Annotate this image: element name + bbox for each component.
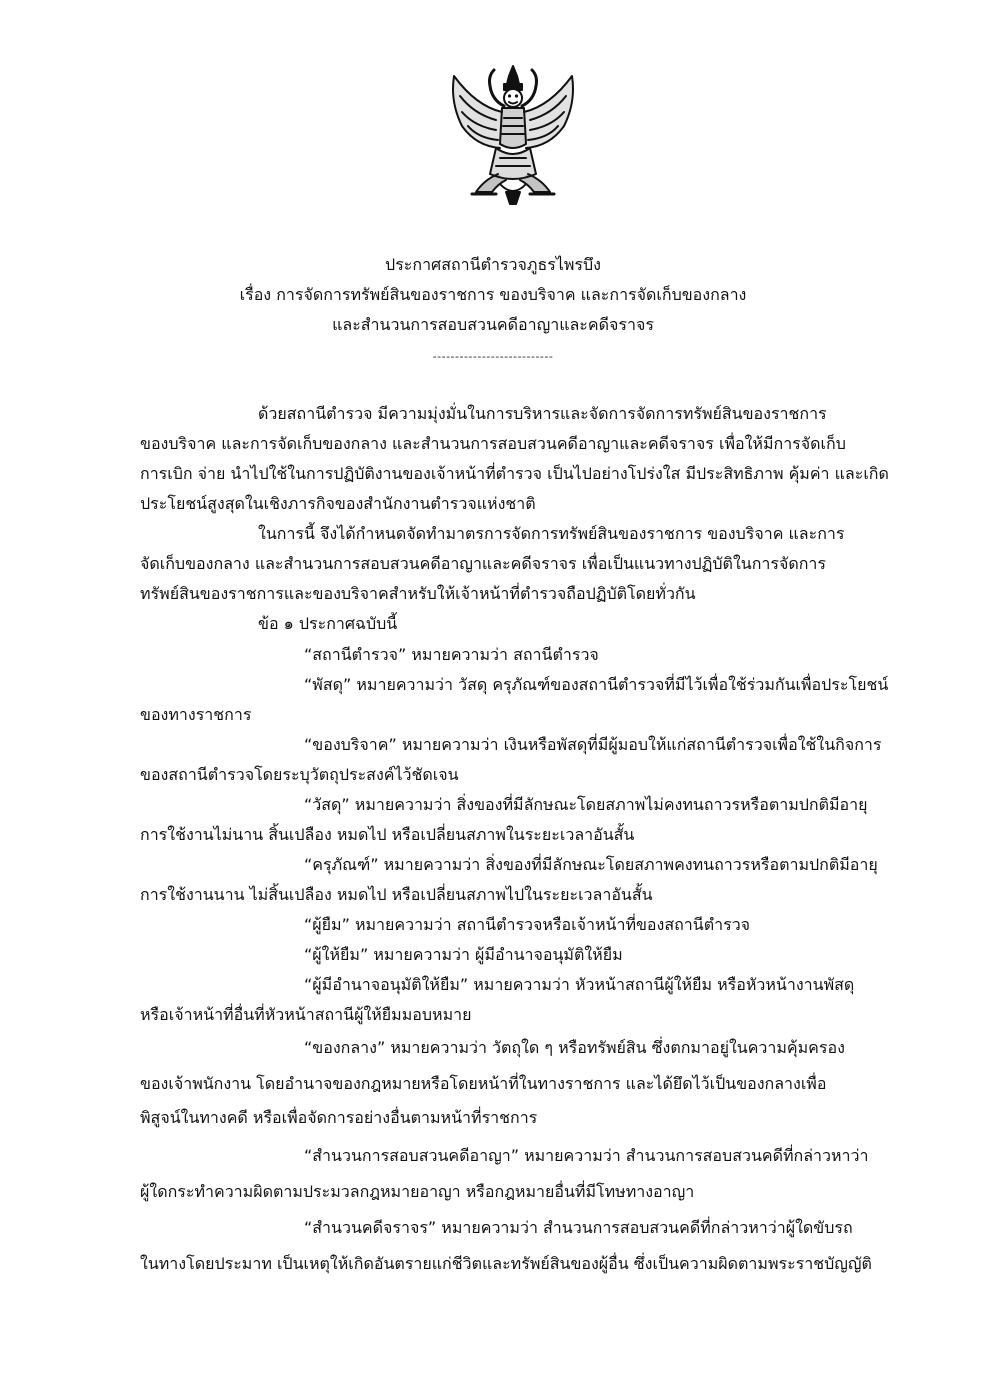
clause-heading: ข้อ ๑ ประกาศฉบับนี้ xyxy=(258,614,398,633)
body-line: การเบิก จ่าย นำไปใช้ในการปฏิบัติงานของเจ้าหน้าที่ตำรวจ เป็นไปอย่างโปร่งใส มีประสิทธิภาพ คุ้มค่า และเกิด xyxy=(140,464,889,483)
title-divider: --------------------------- xyxy=(432,350,554,363)
definition-line: ของสถานีตำรวจโดยระบุวัตถุประสงค์ไว้ชัดเจน xyxy=(140,765,459,784)
body-line: ในการนี้ จึงได้กำหนดจัดทำมาตรการจัดการทรัพย์สินของราชการ ของบริจาค และการ xyxy=(258,524,845,543)
definition-line: ของเจ้าพนักงาน โดยอำนาจของกฎหมายหรือโดยหน้าที่ในทางราชการ และได้ยึดไว้เป็นของกลางเพื่อ xyxy=(140,1074,827,1093)
definition-line: “ผู้มีอำนาจอนุมัติให้ยืม” หมายความว่า หัวหน้าสถานีผู้ให้ยืม หรือหัวหน้างานพัสดุ xyxy=(304,975,855,994)
definition-line: การใช้งานไม่นาน สิ้นเปลือง หมดไป หรือเปลี่ยนสภาพในระยะเวลาอันสั้น xyxy=(140,825,635,844)
definition-line: หรือเจ้าหน้าที่อื่นที่หัวหน้าสถานีผู้ให้ยืมมอบหมาย xyxy=(140,1005,472,1024)
definition-line: “วัสดุ” หมายความว่า สิ่งของที่มีลักษณะโดยสภาพไม่คงทนถาวรหรือตามปกติมีอายุ xyxy=(304,795,868,814)
definition-line: “สำนวนการสอบสวนคดีอาญา” หมายความว่า สำนวนการสอบสวนคดีที่กล่าวหาว่า xyxy=(304,1146,869,1165)
definition-line: “ครุภัณฑ์” หมายความว่า สิ่งของที่มีลักษณะโดยสภาพคงทนถาวรหรือตามปกติมีอายุ xyxy=(304,855,878,874)
body-line: ด้วยสถานีตำรวจ มีความมุ่งมั่นในการบริหารและจัดการจัดการทรัพย์สินของราชการ xyxy=(258,404,827,423)
body-line: ประโยชน์สูงสุดในเชิงภารกิจของสำนักงานตำรวจแห่งชาติ xyxy=(140,494,536,513)
garuda-emblem-icon xyxy=(440,62,586,208)
announcement-subject: เรื่อง การจัดการทรัพย์สินของราชการ ของบริจาค และการจัดเก็บของกลาง xyxy=(239,285,747,304)
body-line: ทรัพย์สินของราชการและของบริจาคสำหรับให้เจ้าหน้าที่ตำรวจถือปฏิบัติโดยทั่วกัน xyxy=(140,584,696,603)
definition-line: “ผู้ให้ยืม” หมายความว่า ผู้มีอำนาจอนุมัติให้ยืม xyxy=(304,945,623,964)
body-line: ของบริจาค และการจัดเก็บของกลาง และสำนวนการสอบสวนคดีอาญาและคดีจราจร เพื่อให้มีการจัดเก็บ xyxy=(140,434,846,453)
definition-line: “สำนวนคดีจราจร” หมายความว่า สำนวนการสอบสวนคดีที่กล่าวหาว่าผู้ใดขับรถ xyxy=(304,1218,853,1237)
definition-line: ผู้ใดกระทำความผิดตามประมวลกฎหมายอาญา หรือกฎหมายอื่นที่มีโทษทางอาญา xyxy=(140,1182,695,1201)
definition-line: ในทางโดยประมาท เป็นเหตุให้เกิดอันตรายแก่ชีวิตและทรัพย์สินของผู้อื่น ซึ่งเป็นความผิดตามพระราชบัญญัติ xyxy=(140,1254,872,1273)
definition-line: ของทางราชการ xyxy=(140,705,252,724)
announcement-subject-continued: และสำนวนการสอบสวนคดีอาญาและคดีจราจร xyxy=(332,315,654,334)
definition-line: “สถานีตำรวจ” หมายความว่า สถานีตำรวจ xyxy=(304,645,599,664)
definition-line: การใช้งานนาน ไม่สิ้นเปลือง หมดไป หรือเปลี่ยนสภาพไปในระยะเวลาอันสั้น xyxy=(140,885,653,904)
body-line: จัดเก็บของกลาง และสำนวนการสอบสวนคดีอาญาและคดีจราจร เพื่อเป็นแนวทางปฏิบัติในการจัดการ xyxy=(140,554,826,573)
definition-line: “ของกลาง” หมายความว่า วัตถุใด ๆ หรือทรัพย์สิน ซึ่งตกมาอยู่ในความคุ้มครอง xyxy=(304,1038,845,1057)
definition-line: “พัสดุ” หมายความว่า วัสดุ ครุภัณฑ์ของสถานีตำรวจที่มีไว้เพื่อใช้ร่วมกันเพื่อประโยชน์ xyxy=(304,675,889,694)
announcement-title: ประกาศสถานีตำรวจภูธรไพรบึง xyxy=(385,255,601,274)
definition-line: “ผู้ยืม” หมายความว่า สถานีตำรวจหรือเจ้าหน้าที่ของสถานีตำรวจ xyxy=(304,915,751,934)
definition-line: “ของบริจาค” หมายความว่า เงินหรือพัสดุที่มีผู้มอบให้แก่สถานีตำรวจเพื่อใช้ในกิจการ xyxy=(304,735,882,754)
definition-line: พิสูจน์ในทางคดี หรือเพื่อจัดการอย่างอื่นตามหน้าที่ราชการ xyxy=(140,1108,538,1127)
